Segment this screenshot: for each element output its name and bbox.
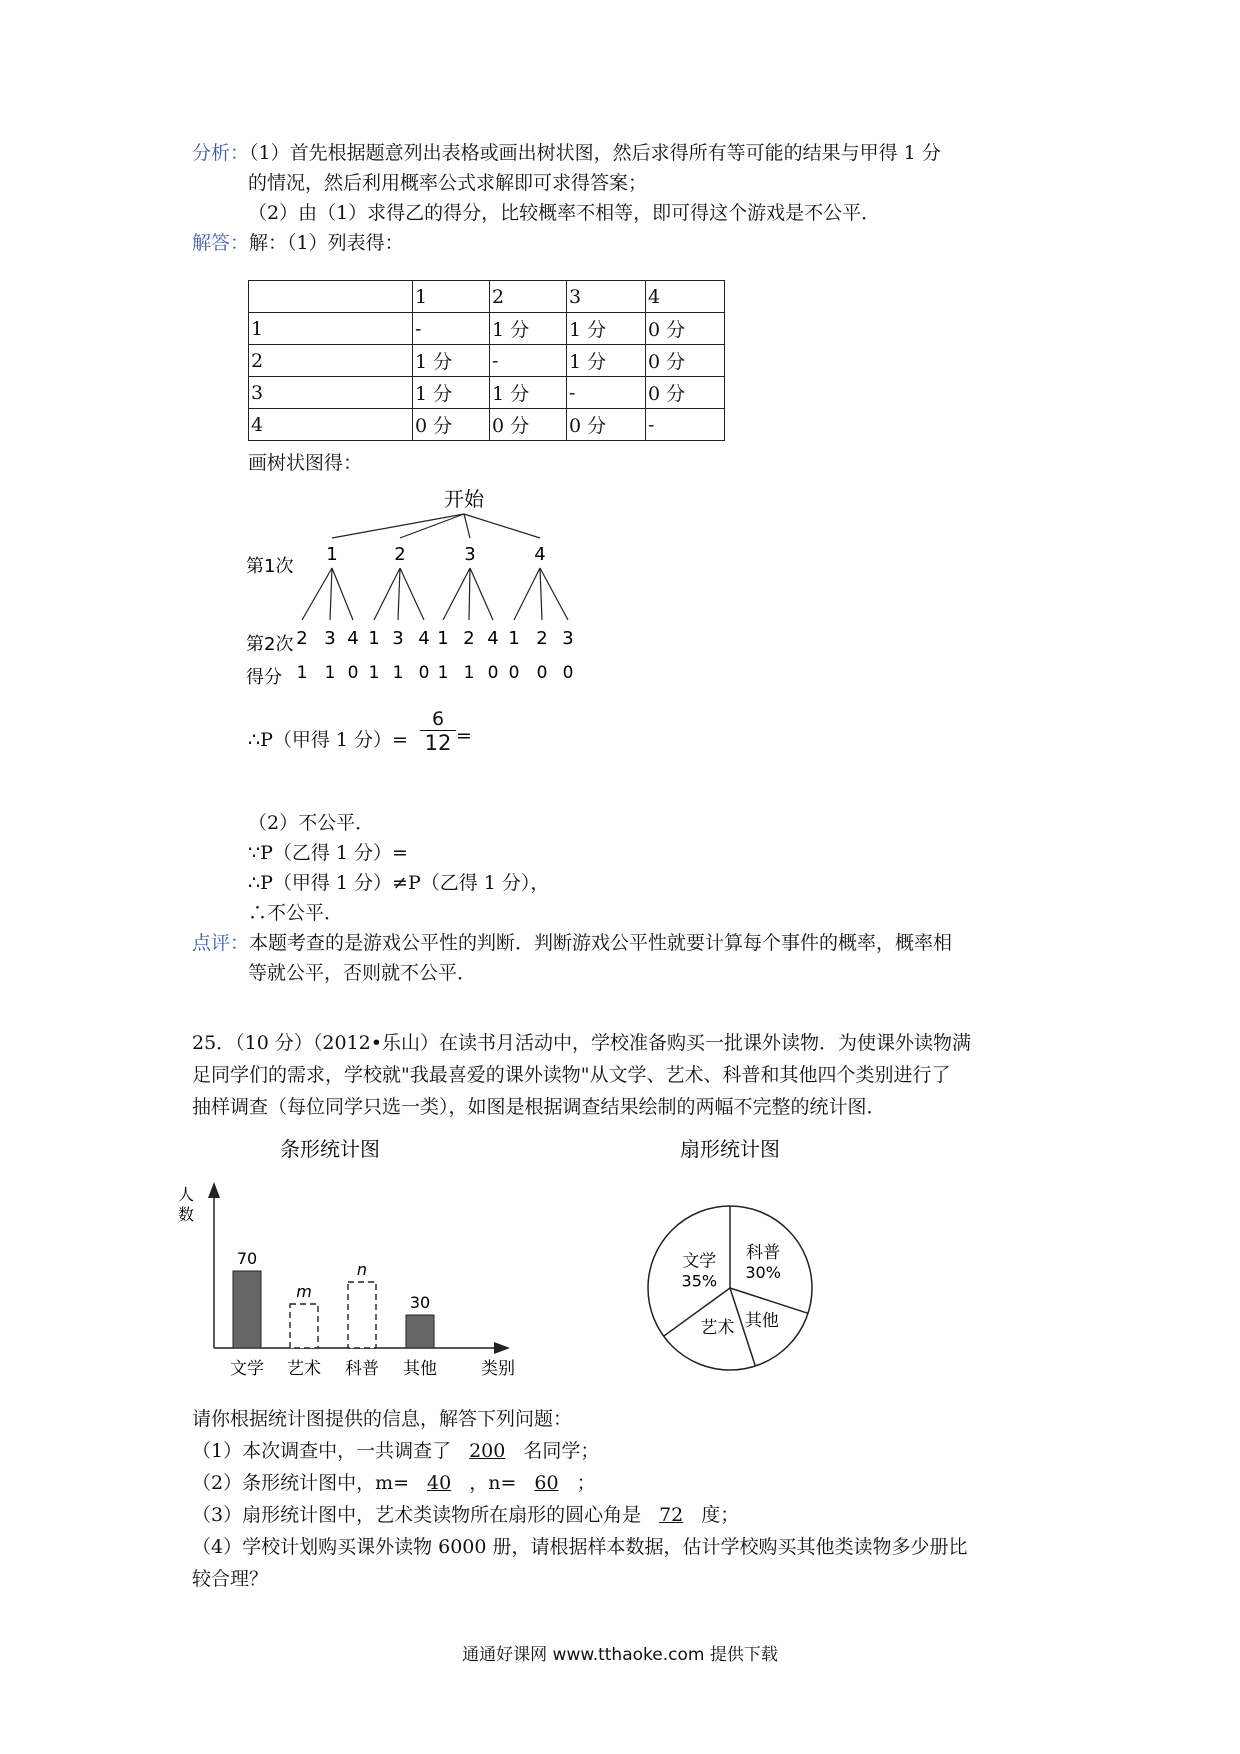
tree-branch — [540, 568, 542, 620]
tree-diagram — [240, 480, 660, 690]
tree-score: 0 — [347, 663, 359, 683]
tree-score: 1 — [463, 663, 475, 683]
analysis-line3: （2）由（1）求得乙的得分，比较概率不相等，即可得这个游戏是不公平． — [248, 202, 881, 224]
tree-node-second: 3 — [562, 628, 574, 649]
table-row: 1 - 1 分 1 分 0 分 — [249, 313, 725, 345]
tree-branch — [464, 514, 470, 538]
pie-chart — [648, 1137, 812, 1370]
problem25-line1: 25．（10 分）（2012•乐山）在读书月活动中，学校准备购买一批课外读物．为使课外读物满 — [192, 1032, 971, 1054]
question-4-line2: 较合理？ — [192, 1568, 269, 1590]
bar-value-label: n — [356, 1260, 368, 1279]
p-jia-suffix: = — [456, 725, 472, 747]
tree-branch — [332, 514, 464, 538]
part2: （2）不公平． — [248, 812, 375, 834]
tree-node-second: 3 — [324, 628, 336, 649]
svg-text:数: 数 — [177, 1205, 195, 1224]
tree-branch — [514, 568, 540, 620]
tree-node-second: 1 — [508, 628, 520, 649]
bar-2 — [290, 1304, 318, 1348]
tree-score: 1 — [324, 663, 336, 683]
tree-branch — [540, 568, 568, 620]
fraction-denominator: 12 — [420, 730, 456, 755]
answer-blank-q1: 200 — [469, 1440, 506, 1462]
tree-node-first: 2 — [394, 544, 406, 565]
bar-chart — [178, 1137, 515, 1379]
bar-chart-xlabel: 类别 — [481, 1359, 515, 1379]
charts — [170, 1128, 1050, 1398]
tree-branch — [302, 568, 332, 620]
x-axis-arrow — [494, 1342, 510, 1354]
bar-chart-ylabel: 人 — [177, 1185, 195, 1204]
bar-category-label: 其他 — [403, 1359, 437, 1379]
analysis-label: 分析： — [192, 142, 250, 164]
pie-slice-label: 科普 — [746, 1242, 781, 1263]
tree-branch — [332, 568, 353, 620]
bar-value-label: 30 — [409, 1293, 431, 1312]
tree-node-second: 4 — [487, 628, 499, 649]
pie-slice-label: 文学 — [682, 1251, 717, 1272]
tree-root: 开始 — [444, 487, 484, 511]
tree-node-first: 4 — [534, 544, 546, 565]
comment-section: 点评：本题考查的是游戏公平性的判断．判断游戏公平性就要计算每个事件的概率，概率相 — [192, 932, 953, 954]
tree-row3-label: 得分 — [246, 667, 282, 688]
pie-slice-percent: 35% — [681, 1271, 718, 1291]
analysis-section — [192, 138, 941, 165]
tree-score: 1 — [296, 663, 308, 683]
conclusion: ∴不公平． — [248, 902, 344, 924]
tree-node-second: 4 — [418, 628, 430, 649]
tree-score: 0 — [536, 663, 548, 683]
table-row: 2 1 分 - 1 分 0 分 — [249, 345, 725, 377]
bar-4 — [406, 1315, 434, 1348]
question-3: （3）扇形统计图中，艺术类读物所在扇形的圆心角是 72 度； — [192, 1504, 740, 1526]
bar-category-label: 科普 — [345, 1359, 379, 1379]
table-row: 3 1 分 1 分 - 0 分 — [249, 377, 725, 409]
bar-1 — [233, 1271, 261, 1348]
comment-line2: 等就公平，否则就不公平． — [248, 962, 477, 984]
pie-chart-title: 扇形统计图 — [680, 1137, 780, 1161]
problem25-line2: 足同学们的需求，学校就"我最喜爱的课外读物"从文学、艺术、科普和其他四个类别进行了 — [192, 1064, 951, 1086]
pie-slice-label: 艺术 — [700, 1317, 735, 1338]
solution-intro: 解答：解：（1）列表得： — [192, 232, 404, 254]
answer-blank-q3: 72 — [659, 1504, 684, 1526]
problem25-prompt: 请你根据统计图提供的信息，解答下列问题： — [192, 1408, 573, 1430]
tree-node-second: 2 — [296, 628, 308, 649]
tree-node-second: 1 — [368, 628, 380, 649]
bar-chart-title: 条形统计图 — [280, 1137, 380, 1161]
problem25-line3: 抽样调查（每位同学只选一类），如图是根据调查结果绘制的两幅不完整的统计图． — [192, 1096, 886, 1118]
tree-branch — [469, 568, 470, 620]
analysis-line1: （1）首先根据题意列出表格或画出树状图，然后求得所有等可能的结果与甲得 1 分 — [249, 142, 941, 164]
tree-node-second: 3 — [392, 628, 404, 649]
tree-score: 0 — [508, 663, 520, 683]
y-axis-arrow — [208, 1182, 220, 1198]
solution-label: 解答： — [192, 232, 250, 254]
tree-node-first: 3 — [464, 544, 476, 565]
tree-branch — [443, 568, 470, 620]
comment-label: 点评： — [192, 932, 250, 954]
tree-branch — [400, 568, 424, 620]
tree-row2-label: 第2次 — [246, 634, 294, 655]
pie-slice-percent: 30% — [745, 1262, 781, 1282]
tree-score: 0 — [487, 663, 499, 683]
tree-branch — [464, 514, 540, 538]
bar-value-label: m — [296, 1282, 312, 1301]
p-jia-fraction — [420, 708, 456, 755]
tree-score: 0 — [418, 663, 430, 683]
table-row: 1 2 3 4 — [249, 281, 725, 313]
tree-node-second: 2 — [536, 628, 548, 649]
tree-node-first: 1 — [326, 544, 338, 565]
tree-branch — [398, 568, 400, 620]
tree-node-second: 1 — [437, 628, 449, 649]
answer-blank-n: 60 — [534, 1472, 559, 1494]
answer-blank-m: 40 — [427, 1472, 452, 1494]
tree-intro: 画树状图得： — [248, 452, 363, 474]
p-yi: ∵P（乙得 1 分）= — [248, 842, 408, 864]
tree-branch — [330, 568, 332, 620]
tree-branch — [400, 514, 464, 538]
bar-value-label: 70 — [236, 1249, 258, 1268]
table-row: 4 0 分 0 分 0 分 - — [249, 409, 725, 441]
p-jia: ∴P（甲得 1 分）= — [248, 729, 408, 751]
compare: ∴P（甲得 1 分）≠P（乙得 1 分）， — [248, 872, 550, 894]
bar-3 — [348, 1282, 376, 1348]
tree-score: 0 — [562, 663, 574, 683]
question-2: （2）条形统计图中，m= 40 ，n= 60 ； — [192, 1472, 596, 1494]
tree-row1-label: 第1次 — [246, 556, 294, 577]
bar-category-label: 艺术 — [287, 1359, 321, 1379]
tree-node-second: 4 — [347, 628, 359, 649]
question-1: （1）本次调查中，一共调查了 200 名同学； — [192, 1440, 600, 1462]
page-footer: 通通好课网 www.tthaoke.com 提供下载 — [462, 1645, 778, 1665]
pie-slice-label: 其他 — [744, 1310, 779, 1331]
tree-score: 1 — [392, 663, 404, 683]
fraction-numerator: 6 — [431, 708, 445, 730]
tree-score: 1 — [368, 663, 380, 683]
tree-node-second: 2 — [463, 628, 475, 649]
analysis-line2: 的情况，然后利用概率公式求解即可求得答案； — [248, 172, 648, 194]
tree-branch — [470, 568, 493, 620]
question-4-line1: （4）学校计划购买课外读物 6000 册，请根据样本数据，估计学校购买其他类读物多少册比 — [192, 1536, 968, 1558]
score-table — [248, 280, 725, 441]
tree-branch — [374, 568, 400, 620]
bar-category-label: 文学 — [230, 1359, 264, 1379]
tree-score: 1 — [437, 663, 449, 683]
